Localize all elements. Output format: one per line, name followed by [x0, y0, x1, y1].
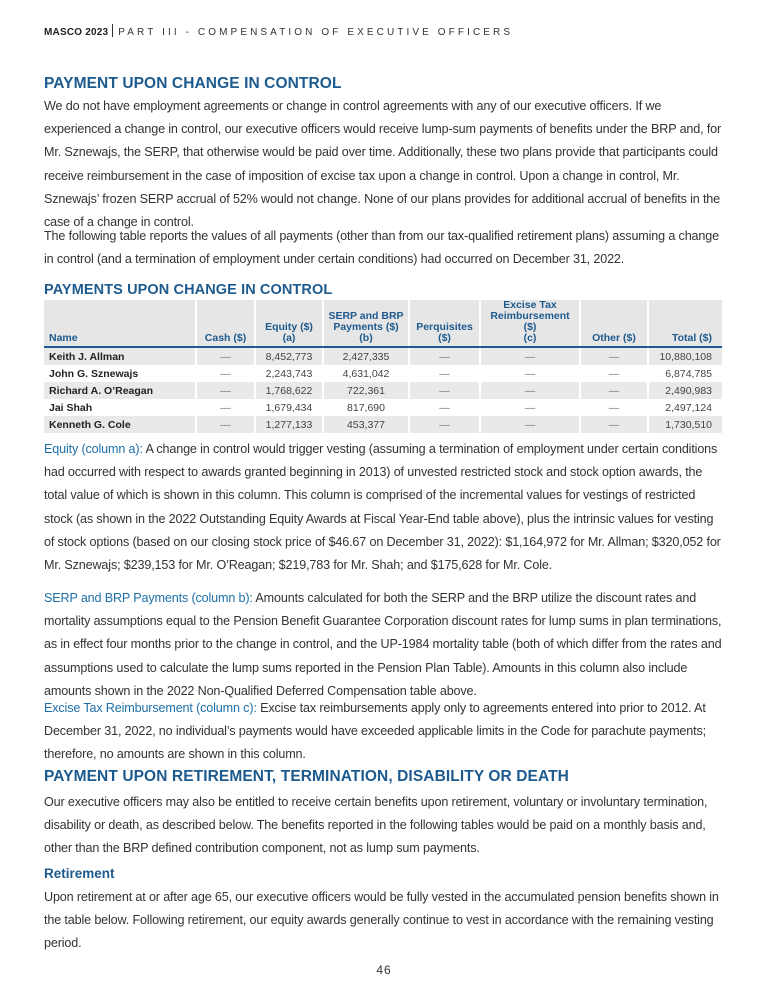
page-number: 46	[376, 963, 392, 977]
note-serp-text: Amounts calculated for both the SERP and the BRP utilize the discount rates and mortality assumptions equal to the Pension Benefit Guarantee Corporation discount rates for lump sums in plan terminations, as in effect four months prior to the change in control, and the UP-1984 mortality table (both of which differ from the rates and assumptions used to calculate the lump sums reported in the Pension Plan Table). Amounts in this column also include amounts shown in the 2022 Non-Qualified Deferred Compensation table above.	[44, 591, 722, 698]
table-row	[44, 347, 722, 365]
cell-total: 2,490,983	[648, 382, 722, 399]
cell-equity: 2,243,743	[255, 365, 323, 382]
note-excise-tax	[44, 697, 722, 767]
section-title-change-in-control: PAYMENT UPON CHANGE IN CONTROL	[44, 75, 342, 92]
cell-name: Richard A. O’Reagan	[44, 382, 196, 399]
brand-label: MASCO 2023	[44, 27, 109, 38]
col-header-total: Total ($)	[648, 300, 722, 347]
col-header-other: Other ($)	[580, 300, 648, 347]
cell-serp: 722,361	[323, 382, 409, 399]
cell-equity: 1,277,133	[255, 416, 323, 433]
cell-name: Keith J. Allman	[44, 347, 196, 365]
col-header-excise-tax: Excise Tax Reimbursement ($) (c)	[480, 300, 580, 347]
cell-excise: —	[480, 382, 580, 399]
cell-cash: —	[196, 399, 255, 416]
col-header-serp-brp: SERP and BRP Payments ($) (b)	[323, 300, 409, 347]
cell-total: 10,880,108	[648, 347, 722, 365]
table-row	[44, 382, 722, 399]
cell-serp: 817,690	[323, 399, 409, 416]
note-excise-lead: Excise Tax Reimbursement (column c):	[44, 701, 257, 715]
change-in-control-table	[44, 300, 722, 433]
table-row	[44, 399, 722, 416]
cell-serp: 2,427,335	[323, 347, 409, 365]
col-header-perquisites: Perquisites ($)	[409, 300, 480, 347]
cell-name: Jai Shah	[49, 401, 93, 414]
table-header-row	[44, 300, 722, 347]
note-serp-lead: SERP and BRP Payments (column b):	[44, 591, 253, 605]
cell-cash: —	[196, 382, 255, 399]
cell-perquisites: —	[409, 382, 480, 399]
cell-serp: 4,631,042	[323, 365, 409, 382]
cell-other: —	[580, 399, 648, 416]
cell-excise: —	[480, 347, 580, 365]
cell-total: 1,730,510	[648, 416, 722, 433]
cell-perquisites: —	[409, 416, 480, 433]
cell-other: —	[580, 382, 648, 399]
cell-perquisites: —	[409, 347, 480, 365]
note-equity-lead: Equity (column a):	[44, 442, 143, 456]
cell-other: —	[580, 416, 648, 433]
cell-excise: —	[480, 365, 580, 382]
col-header-name: Name	[44, 300, 196, 347]
cell-perquisites: —	[409, 399, 480, 416]
cell-name: Kenneth G. Cole	[44, 416, 196, 433]
cell-other: —	[580, 347, 648, 365]
section-title-retirement-termination: PAYMENT UPON RETIREMENT, TERMINATION, DISABILITY OR DEATH	[44, 768, 569, 785]
note-serp-brp	[44, 587, 722, 703]
cell-equity: 1,679,434	[255, 399, 323, 416]
cell-cash: —	[196, 365, 255, 382]
cell-total: 2,497,124	[648, 399, 722, 416]
cell-other: —	[580, 365, 648, 382]
paragraph-retirement-termination: Our executive officers may also be entitled to receive certain benefits upon retirement, voluntary or involuntary termination, disability or death, as described below. The benefits reported in the following tables would be paid on a monthly basis and, other than the BRP defined contribution component, not as lump sum payments.	[44, 795, 708, 856]
cell-equity: 1,768,622	[255, 382, 323, 399]
cell-perquisites: —	[409, 365, 480, 382]
table-title: PAYMENTS UPON CHANGE IN CONTROL	[44, 282, 333, 298]
header-divider	[112, 24, 113, 37]
paragraph-retirement: Upon retirement at or after age 65, our executive officers would be fully vested in the accumulated pension benefits shown in the table below. Following retirement, our equity awards generally continue to vest in accordance with the remaining vesting period.	[44, 890, 719, 951]
note-equity-text: A change in control would trigger vesting (assuming a termination of employment under certain conditions had occurred with respect to awards granted beginning in 2013) of unvested restricted stock and stock option awards, the total value of which is shown in this column. This column is comprised of the incremental values for vestings of restricted stock (as shown in the 2022 Outstanding Equity Awards at Fiscal Year-End table above), plus the intrinsic values for vesting of stock options (based on our closing stock price of $46.67 on December 31, 2022): $1,164,972 for Mr. Allman; $320,052 for Mr. Sznewajs; $239,153 for Mr. O’Reagan; $219,783 for Mr. Shah; and $175,628 for Mr. Cole.	[44, 442, 721, 573]
cell-cash: —	[196, 416, 255, 433]
col-header-equity: Equity ($) (a)	[255, 300, 323, 347]
cell-excise: —	[480, 416, 580, 433]
col-header-cash: Cash ($)	[196, 300, 255, 347]
table-row	[44, 416, 722, 433]
subsection-title-retirement: Retirement	[44, 866, 115, 881]
section-label: PART III - COMPENSATION OF EXECUTIVE OFFICERS	[118, 27, 514, 38]
paragraph-change-in-control: We do not have employment agreements or change in control agreements with any of our executive officers. If we experienced a change in control, our executive officers would receive lump-sum payments of benefits under the BRP and, for Mr. Sznewajs, the SERP, that otherwise would be paid over time. Additionally, these two plans provide that participants could receive reimbursement in the case of imposition of excise tax upon a change in control. Upon a change in control, Mr. Sznewajs’ frozen SERP accrual of 52% would not change. None of our plans provides for additional accrual of benefits in the case of a change in control.	[44, 99, 722, 230]
cell-equity: 8,452,773	[255, 347, 323, 365]
cell-cash: —	[196, 347, 255, 365]
note-equity	[44, 438, 722, 577]
cell-serp: 453,377	[323, 416, 409, 433]
table-row	[44, 365, 722, 382]
cell-total: 6,874,785	[648, 365, 722, 382]
cell-excise: —	[480, 399, 580, 416]
cell-name: John G. Sznewajs	[49, 367, 139, 380]
note-excise-text: Excise tax reimbursements apply only to agreements entered into prior to 2012. At December 31, 2022, no individual’s payments would have exceeded applicable limits in the Code for parachute payments; therefore, no amounts are shown in this column.	[44, 701, 706, 762]
running-header	[44, 24, 513, 38]
paragraph-table-intro: The following table reports the values of all payments (other than from our tax-qualified retirement plans) assuming a change in control (and a termination of employment under certain conditions) had occurred on December 31, 2022.	[44, 229, 719, 267]
